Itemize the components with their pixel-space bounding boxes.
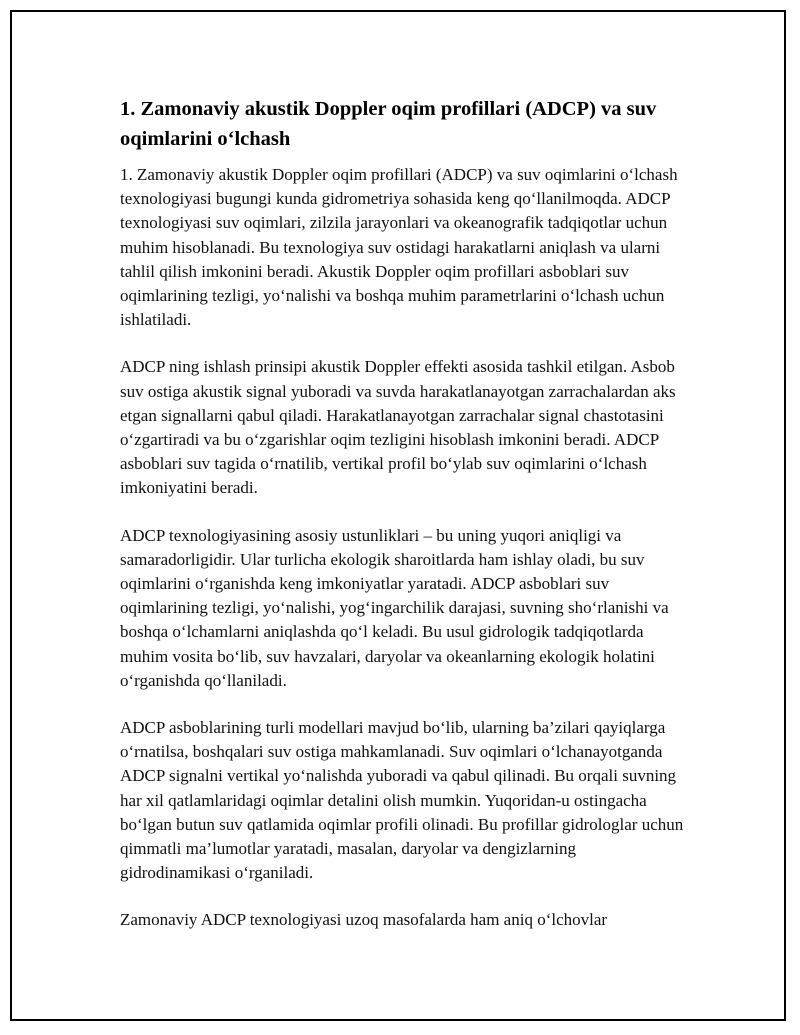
paragraph-5: Zamonaviy ADCP texnologiyasi uzoq masofalarda ham aniq o‘lchovlar [120, 910, 608, 930]
document-page [10, 10, 786, 1021]
paragraph-2: ADCP ning ishlash prinsipi akustik Doppler effekti asosida tashkil etilgan. Asbob suv ostiga akustik signal yuboradi va suvda harakatlanayotgan zarrachalardan aks etgan signallarni qabul qiladi. Harakatlanayotgan zarrachalar signal chastotasini o‘zgartiradi va bu o‘zgarishlar oqim tezligini hisoblash imkonini beradi. ADCP asboblari suv tagida o‘rnatilib, vertikal profil bo‘ylab suv oqimlarini o‘lchash imkoniyatini beradi. [120, 357, 676, 498]
document-body [120, 94, 690, 956]
document-title: 1. Zamonaviy akustik Doppler oqim profillari (ADCP) va suv oqimlarini o‘lchash [120, 98, 657, 150]
paragraph-3: ADCP texnologiyasining asosiy ustunliklari – bu uning yuqori aniqligi va samaradorligidir. Ular turlicha ekologik sharoitlarda ham ishlay oladi, bu suv oqimlarini o‘rganishda keng imkoniyatlar yaratadi. ADCP asboblari suv oqimlarining tezligi, yo‘nalishi, yog‘ingarchilik darajasi, suvning sho‘rlanishi va boshqa o‘lchamlarni aniqlashda qo‘l keladi. Bu usul gidrologik tadqiqotlarda muhim vosita bo‘lib, suv havzalari, daryolar va okeanlarning ekologik holatini o‘rganishda qo‘llaniladi. [120, 525, 669, 690]
paragraph-1: 1. Zamonaviy akustik Doppler oqim profillari (ADCP) va suv oqimlarini o‘lchash texnologiyasi bugungi kunda gidrometriya sohasida keng qo‘llanilmoqda. ADCP texnologiyasi suv oqimlari, zilzila jarayonlari va okeanografik tadqiqotlar uchun muhim hisoblanadi. Bu texnologiya suv ostidagi harakatlarni aniqlash va ularni tahlil qilish imkonini beradi. Akustik Doppler oqim profillari asboblari suv oqimlarining tezligi, yo‘nalishi va boshqa muhim parametrlarini o‘lchash uchun ishlatiladi. [120, 165, 678, 330]
paragraph-4: ADCP asboblarining turli modellari mavjud bo‘lib, ularning ba’zilari qayiqlarga o‘rnatilsa, boshqalari suv ostiga mahkamlanadi. Suv oqimlari o‘lchanayotganda ADCP signalni vertikal yo‘nalishda yuboradi va qabul qilinadi. Bu orqali suvning har xil qatlamlaridagi oqimlar detalini olish mumkin. Yuqoridan-u ostingacha bo‘lgan butun suv qatlamida oqimlar profili olinadi. Bu profillar gidrologlar uchun qimmatli ma’lumotlar yaratadi, masalan, daryolar va dengizlarning gidrodinamikasi o‘rganiladi. [120, 718, 684, 883]
